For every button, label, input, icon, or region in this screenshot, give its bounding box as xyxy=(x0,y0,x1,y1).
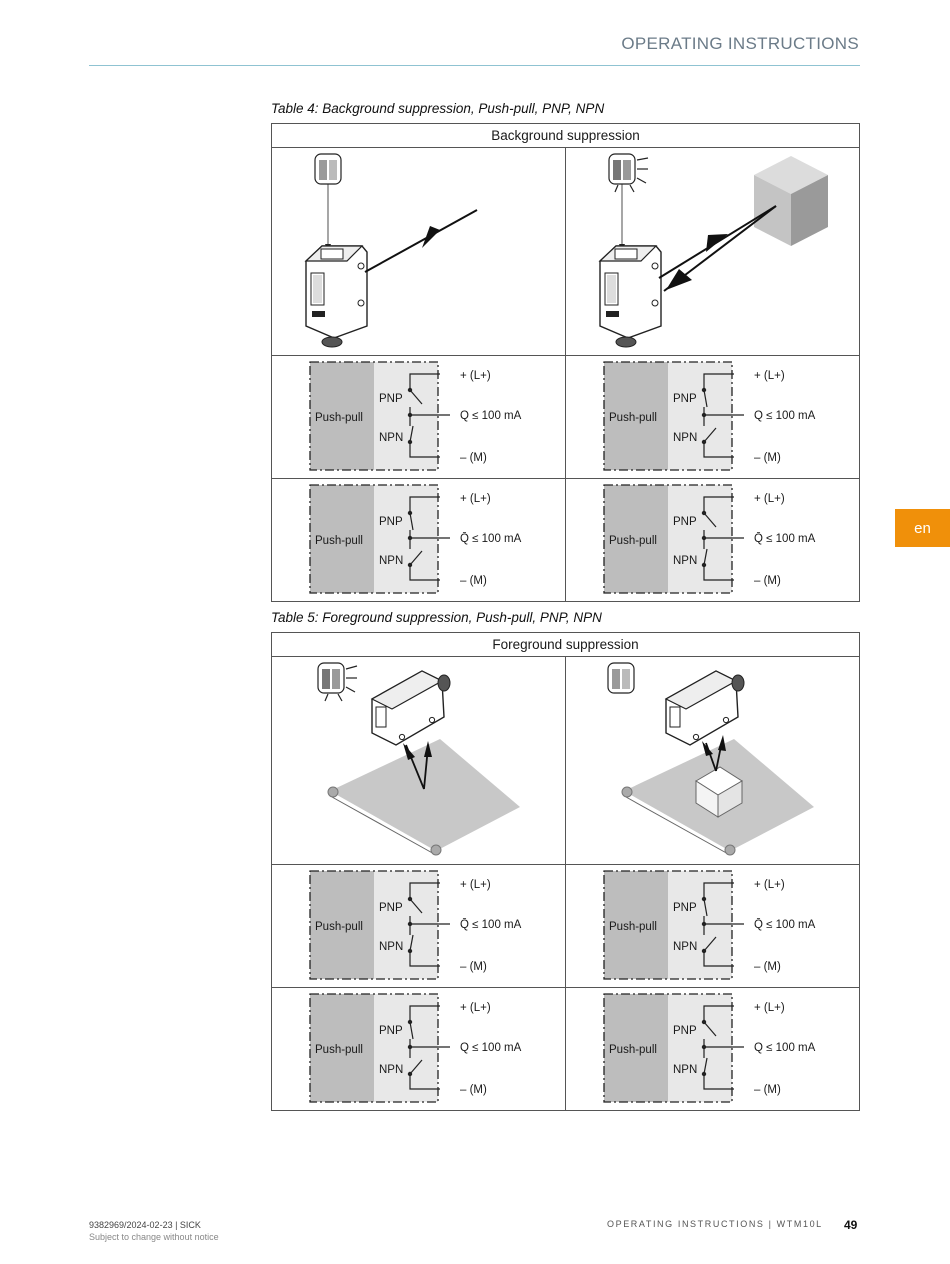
table5-heading: Foreground suppression xyxy=(272,633,860,657)
footer-doc-info xyxy=(89,1219,219,1243)
supply-minus-label: – (M) xyxy=(754,1084,781,1096)
supply-plus-label: + (L+) xyxy=(460,879,491,891)
table5-caption: Table 5: Foreground suppression, Push-pull, PNP, NPN xyxy=(271,610,602,625)
push-pull-label: Push-pull xyxy=(315,921,363,933)
page-number: 49 xyxy=(844,1218,858,1232)
wiring-svg xyxy=(272,479,564,601)
npn-label: NPN xyxy=(379,941,404,953)
wiring-diagram xyxy=(272,988,566,1111)
wiring-diagram xyxy=(566,356,860,479)
push-pull-label: Push-pull xyxy=(609,412,657,424)
pnp-label: PNP xyxy=(379,902,403,914)
header-rule xyxy=(89,65,860,66)
supply-minus-label: – (M) xyxy=(460,961,487,973)
table5 xyxy=(271,632,860,1111)
pnp-label: PNP xyxy=(379,1025,403,1037)
supply-minus-label: – (M) xyxy=(754,452,781,464)
supply-plus-label: + (L+) xyxy=(754,1002,785,1014)
output-current-label: Q̄ ≤ 100 mA xyxy=(754,533,816,545)
supply-minus-label: – (M) xyxy=(754,575,781,587)
supply-plus-label: + (L+) xyxy=(460,493,491,505)
output-current-label: Q̄ ≤ 100 mA xyxy=(460,919,522,931)
language-tab[interactable]: en xyxy=(895,509,950,547)
pnp-label: PNP xyxy=(379,393,403,405)
output-current-label: Q ≤ 100 mA xyxy=(460,410,522,422)
footer-doc-id: 9382969/2024-02-23 | SICK xyxy=(89,1220,201,1230)
running-header: OPERATING INSTRUCTIONS xyxy=(621,34,859,53)
npn-label: NPN xyxy=(673,941,698,953)
supply-minus-label: – (M) xyxy=(460,1084,487,1096)
wiring-diagram xyxy=(566,865,860,988)
npn-label: NPN xyxy=(673,432,698,444)
pnp-label: PNP xyxy=(673,1025,697,1037)
npn-label: NPN xyxy=(379,1064,404,1076)
supply-minus-label: – (M) xyxy=(460,575,487,587)
sensor-object-detected-figure xyxy=(566,148,860,356)
wiring-svg xyxy=(566,356,858,478)
wiring-svg xyxy=(566,865,858,987)
wiring-diagram xyxy=(566,988,860,1111)
wiring-diagram xyxy=(272,865,566,988)
push-pull-label: Push-pull xyxy=(609,921,657,933)
table4-caption: Table 4: Background suppression, Push-pull, PNP, NPN xyxy=(271,101,605,116)
sensor-no-object-figure xyxy=(272,148,566,356)
wiring-svg xyxy=(272,865,564,987)
conveyor-box-figure xyxy=(566,657,860,865)
supply-plus-label: + (L+) xyxy=(754,493,785,505)
output-current-label: Q ≤ 100 mA xyxy=(754,410,816,422)
wiring-diagram xyxy=(272,356,566,479)
pnp-label: PNP xyxy=(673,393,697,405)
wiring-svg xyxy=(272,356,564,478)
wiring-diagram xyxy=(272,479,566,602)
push-pull-label: Push-pull xyxy=(315,1044,363,1056)
wiring-svg xyxy=(272,988,564,1110)
npn-label: NPN xyxy=(379,432,404,444)
npn-label: NPN xyxy=(673,555,698,567)
footer-product: OPERATING INSTRUCTIONS | WTM10L xyxy=(607,1219,823,1229)
push-pull-label: Push-pull xyxy=(609,1044,657,1056)
wiring-diagram xyxy=(566,479,860,602)
table4 xyxy=(271,123,860,602)
output-current-label: Q̄ ≤ 100 mA xyxy=(460,533,522,545)
supply-plus-label: + (L+) xyxy=(754,370,785,382)
pnp-label: PNP xyxy=(379,516,403,528)
footer-notice: Subject to change without notice xyxy=(89,1232,219,1242)
output-current-label: Q ≤ 100 mA xyxy=(460,1042,522,1054)
supply-plus-label: + (L+) xyxy=(460,370,491,382)
npn-label: NPN xyxy=(673,1064,698,1076)
wiring-svg xyxy=(566,479,858,601)
table4-heading: Background suppression xyxy=(272,124,860,148)
wiring-svg xyxy=(566,988,858,1110)
supply-minus-label: – (M) xyxy=(460,452,487,464)
push-pull-label: Push-pull xyxy=(315,412,363,424)
pnp-label: PNP xyxy=(673,902,697,914)
conveyor-object-detected-figure xyxy=(272,657,566,865)
supply-plus-label: + (L+) xyxy=(754,879,785,891)
push-pull-label: Push-pull xyxy=(315,535,363,547)
supply-plus-label: + (L+) xyxy=(460,1002,491,1014)
output-current-label: Q ≤ 100 mA xyxy=(754,1042,816,1054)
output-current-label: Q̄ ≤ 100 mA xyxy=(754,919,816,931)
supply-minus-label: – (M) xyxy=(754,961,781,973)
npn-label: NPN xyxy=(379,555,404,567)
push-pull-label: Push-pull xyxy=(609,535,657,547)
pnp-label: PNP xyxy=(673,516,697,528)
